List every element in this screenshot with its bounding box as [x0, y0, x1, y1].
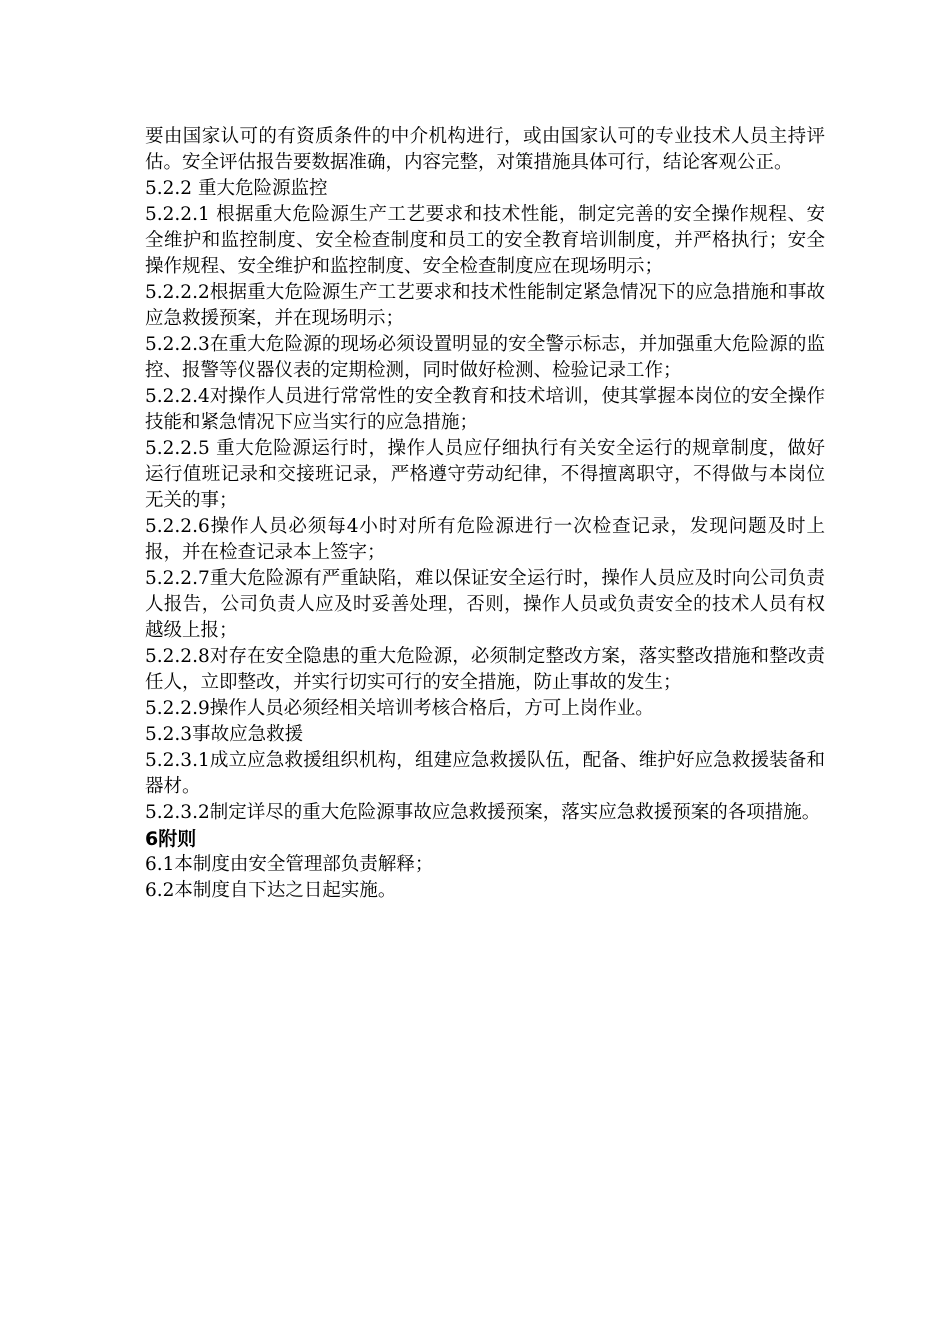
clause-5-2-2-3: 5.2.2.3在重大危险源的现场必须设置明显的安全警示标志，并加强重大危险源的监控、报警等仪器仪表的定期检测，同时做好检测、检验记录工作；: [145, 334, 825, 381]
paragraph-intro: 要由国家认可的有资质条件的中介机构进行，或由国家认可的专业技术人员主持评估。安全评估报告要数据准确，内容完整，对策措施具体可行，结论客观公正。: [145, 126, 825, 173]
clause-6-2: 6.2本制度自下达之日起实施。: [145, 880, 397, 901]
chapter-heading-6: 6附则: [145, 828, 197, 850]
section-heading-5-2-3: 5.2.3事故应急救援: [145, 724, 304, 745]
clause-6-1: 6.1本制度由安全管理部负责解释；: [145, 854, 434, 875]
document-body: [145, 124, 825, 904]
clause-5-2-2-7: 5.2.2.7重大危险源有严重缺陷，难以保证安全运行时，操作人员应及时向公司负责人报告，公司负责人应及时妥善处理，否则，操作人员或负责安全的技术人员有权越级上报；: [145, 568, 825, 641]
clause-5-2-2-1: 5.2.2.1 根据重大危险源生产工艺要求和技术性能，制定完善的安全操作规程、安全维护和监控制度、安全检查制度和员工的安全教育培训制度，并严格执行；安全操作规程、安全维护和监控制度、安全检查制度应在现场明示；: [145, 204, 825, 277]
clause-5-2-2-2: 5.2.2.2根据重大危险源生产工艺要求和技术性能制定紧急情况下的应急措施和事故应急救援预案，并在现场明示；: [145, 282, 825, 329]
clause-5-2-2-6: 5.2.2.6操作人员必须每4小时对所有危险源进行一次检查记录，发现问题及时上报，并在检查记录本上签字；: [145, 516, 825, 563]
clause-5-2-2-8: 5.2.2.8对存在安全隐患的重大危险源，必须制定整改方案，落实整改措施和整改责任人，立即整改，并实行切实可行的安全措施，防止事故的发生；: [145, 646, 825, 693]
section-heading-5-2-2: 5.2.2 重大危险源监控: [145, 178, 328, 199]
clause-5-2-3-2: 5.2.3.2制定详尽的重大危险源事故应急救援预案，落实应急救援预案的各项措施。: [145, 802, 821, 823]
clause-5-2-2-4: 5.2.2.4对操作人员进行常常性的安全教育和技术培训，使其掌握本岗位的安全操作技能和紧急情况下应当实行的应急措施；: [145, 386, 825, 433]
clause-5-2-2-9: 5.2.2.9操作人员必须经相关培训考核合格后，方可上岗作业。: [145, 698, 654, 719]
clause-5-2-2-5: 5.2.2.5 重大危险源运行时，操作人员应仔细执行有关安全运行的规章制度，做好运行值班记录和交接班记录，严格遵守劳动纪律，不得擅离职守，不得做与本岗位无关的事；: [145, 438, 825, 511]
clause-5-2-3-1: 5.2.3.1成立应急救援组织机构，组建应急救援队伍，配备、维护好应急救援装备和器材。: [145, 750, 825, 797]
